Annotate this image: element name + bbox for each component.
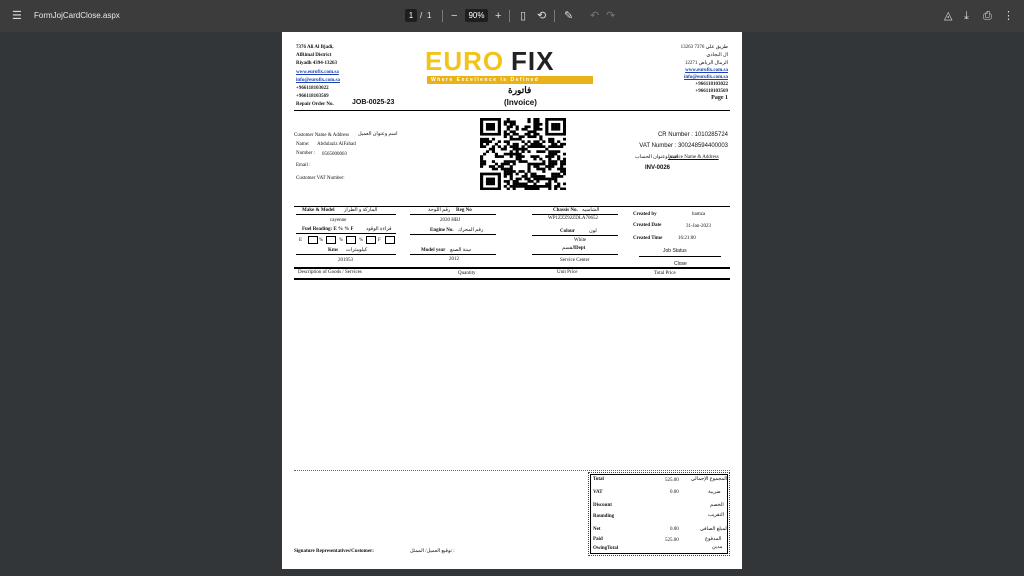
chassis-label: Chassis No.: [553, 208, 578, 213]
rotate-icon[interactable]: ⟲: [537, 10, 547, 22]
created-date-value: 31-Jan-2023: [686, 224, 711, 229]
invoice-title-ar: فاتورة: [508, 85, 532, 95]
owing-total-label-ar: مدين: [712, 545, 723, 550]
toolbar-divider: [442, 10, 443, 22]
drive-icon[interactable]: ◬: [944, 10, 953, 22]
company-phone-1: +966118103022: [296, 86, 329, 91]
page-total: 1: [427, 11, 432, 20]
logo-fix-text: FIX: [511, 46, 555, 76]
undo-icon[interactable]: ↶: [590, 10, 600, 22]
company-address-ar-3: الرمال الرياض 12271: [684, 61, 728, 66]
total-value: 525.00: [665, 478, 679, 483]
customer-name-label: Name:: [296, 142, 310, 147]
model-year-label-ar: سنة الصنع: [450, 248, 472, 253]
paid-value: 525.00: [665, 538, 679, 543]
job-status-label: Job Status: [663, 248, 687, 254]
invoice-address-label-ar: اسم وعنوان الحساب: [635, 155, 678, 160]
company-website-link[interactable]: www.eurofix.com.sa: [296, 70, 339, 75]
pdf-toolbar: [0, 0, 1024, 32]
total-label-ar: المجموع الإجمالي: [691, 477, 728, 482]
colour-label: Colour: [560, 229, 575, 234]
model-year-value: 2012: [449, 257, 459, 262]
col-description: Description of Goods / Services: [298, 270, 362, 275]
chassis-value: WP1ZZZ92ZDLA70652: [548, 216, 598, 221]
fuel-checkbox-3[interactable]: [346, 236, 356, 244]
page-number-label: Page 1: [711, 95, 728, 101]
company-address-ar-1: طريق علي 7376 13263: [680, 45, 728, 50]
file-name: FormJojCardClose.aspx: [34, 11, 120, 20]
fuel-pct-2: %: [339, 238, 344, 243]
colour-label-ar: لون: [589, 229, 597, 234]
invoice-title-en: (Invoice): [504, 98, 537, 107]
company-website-link-ar[interactable]: www.eurofix.com.sa: [685, 68, 728, 73]
created-time-label: Created Time: [633, 236, 663, 241]
fuel-reading-label: Fuel Reading: E % % F: [302, 227, 354, 232]
more-options-icon[interactable]: ⋮: [1003, 10, 1014, 22]
download-icon[interactable]: ⤓: [964, 10, 969, 22]
annotate-icon[interactable]: ✎: [564, 10, 574, 22]
col-quantity: Quantity: [458, 271, 476, 276]
menu-icon[interactable]: ☰: [12, 10, 22, 22]
created-by-label: Created by: [633, 212, 657, 217]
company-email-link[interactable]: info@eurofix.com.sa: [296, 78, 340, 83]
engine-label: Engine No.: [430, 228, 454, 233]
zoom-level-input[interactable]: 90%: [465, 9, 488, 22]
net-label-ar: المبلغ الصافي: [700, 527, 729, 532]
zoom-out-icon[interactable]: −: [451, 10, 458, 22]
model-year-label: Model year: [421, 248, 446, 253]
customer-label: Customer Name & Address: [294, 133, 350, 138]
make-model-value: cayenne: [330, 218, 347, 223]
paid-label-ar: المدفوع: [705, 537, 722, 542]
fuel-pct-1: %: [319, 238, 324, 243]
vat-number: VAT Number : 300248594400003: [639, 143, 728, 149]
page-number-input[interactable]: 1: [405, 9, 417, 22]
reg-value: 2030 HBJ: [440, 218, 461, 223]
net-label: Net: [593, 527, 601, 532]
company-address-ar-2: ال البجادي: [706, 53, 728, 58]
vat-label-ar: ضريبة: [708, 490, 721, 495]
chassis-label-ar: الشاسيه: [582, 208, 600, 213]
repair-order-number: JOB-0025-23: [352, 99, 395, 106]
fuel-checkbox-4[interactable]: [366, 236, 376, 244]
kms-value: 201953: [338, 258, 353, 263]
fuel-f-label: F: [378, 238, 381, 243]
items-header-top-border: [294, 267, 730, 269]
customer-email-label: Email :: [296, 163, 311, 168]
cr-number: CR Number : 1010285724: [657, 132, 728, 138]
logo-euro-text: EURO: [425, 46, 505, 76]
rounding-label-ar: التقريب: [708, 513, 725, 518]
toolbar-divider: [554, 10, 555, 22]
customer-name: Abdulaziz AlFahad: [317, 142, 356, 147]
fuel-pct-3: %: [359, 238, 364, 243]
reg-label-ar: رقم اللوحة: [428, 208, 451, 213]
kms-label: Kms: [328, 248, 338, 253]
discount-label: Discount: [593, 503, 612, 508]
company-phone-ar-1: +966118103022: [695, 82, 728, 87]
col-unit-price: Unit Price: [557, 270, 578, 275]
col-total-price: Total Price: [654, 271, 676, 276]
make-model-label-ar: الماركة و الطراز: [344, 208, 378, 213]
signature-label: Signature Representatives/Customer:: [294, 549, 374, 554]
company-address-3: Riyadh 4394-13263: [296, 61, 337, 66]
owing-total-label: OwingTotal: [593, 546, 619, 551]
company-phone-ar-2: +966118103569: [695, 89, 728, 94]
job-status-value: Close: [674, 261, 687, 267]
created-date-label: Created Date: [633, 223, 662, 228]
created-time-value: 16:21:00: [678, 236, 696, 241]
fuel-checkbox-5[interactable]: [385, 236, 395, 244]
company-address-2: AlRimal District: [296, 53, 332, 58]
eurofix-logo: [425, 46, 595, 86]
invoice-address-label: Invoice Name & Address: [668, 155, 719, 160]
vat-value: 0.00: [670, 490, 679, 495]
dept-label: Dept: [575, 246, 586, 251]
items-header-bottom-border: [294, 278, 730, 280]
dept-label-ar: القسم: [562, 246, 576, 251]
fuel-e-label: E: [299, 238, 303, 243]
kms-label-ar: كيلومترات: [346, 248, 368, 253]
redo-icon[interactable]: ↷: [606, 10, 616, 22]
qr-code: [480, 118, 566, 190]
header-divider: [294, 110, 730, 111]
customer-number-label: Number :: [296, 151, 316, 156]
reg-label: Reg No: [456, 208, 472, 213]
fuel-checkbox-1[interactable]: [308, 236, 318, 244]
invoice-number: INV-0026: [645, 165, 671, 171]
fuel-reading-label-ar: قراءة الوقود: [366, 227, 392, 232]
customer-number: 0565000003: [322, 152, 347, 157]
company-phone-2: +966118103569: [296, 94, 329, 99]
fit-page-icon[interactable]: ▯: [520, 10, 527, 22]
dept-value: Service Center: [560, 258, 590, 263]
paid-label: Paid: [593, 537, 603, 542]
created-by-value: hamza: [692, 212, 706, 217]
footer-separator: [294, 470, 730, 471]
vehicle-divider: [294, 206, 730, 207]
logo-tagline: Where Excellence is Defined: [431, 77, 540, 83]
signature-label-ar: توقيع العميل/ الممثل :: [410, 549, 455, 554]
customer-label-ar: اسم وعنوان العميل: [358, 132, 398, 137]
page-separator: /: [420, 11, 423, 20]
toolbar-divider: [509, 10, 510, 22]
engine-label-ar: رقم المحرك: [458, 228, 484, 233]
colour-value: White: [574, 238, 587, 243]
fuel-checkbox-2[interactable]: [326, 236, 336, 244]
rounding-label: Rounding: [593, 514, 615, 519]
net-value: 0.00: [670, 527, 679, 532]
discount-label-ar: الخصم: [710, 503, 724, 508]
total-label: Total: [593, 477, 604, 482]
customer-vat-label: Customer VAT Number:: [296, 176, 345, 181]
vat-label: VAT: [593, 490, 603, 495]
make-model-label: Make & Model: [302, 208, 335, 213]
company-email-link-ar[interactable]: info@eurofix.com.sa: [684, 75, 728, 80]
zoom-in-icon[interactable]: +: [495, 10, 502, 22]
company-address-1: 7376 Ali Al Bjadi,: [296, 45, 334, 50]
invoice-page: [282, 32, 742, 569]
repair-order-label: Repair Order No.: [296, 102, 334, 107]
print-icon[interactable]: ⎙: [983, 10, 992, 22]
